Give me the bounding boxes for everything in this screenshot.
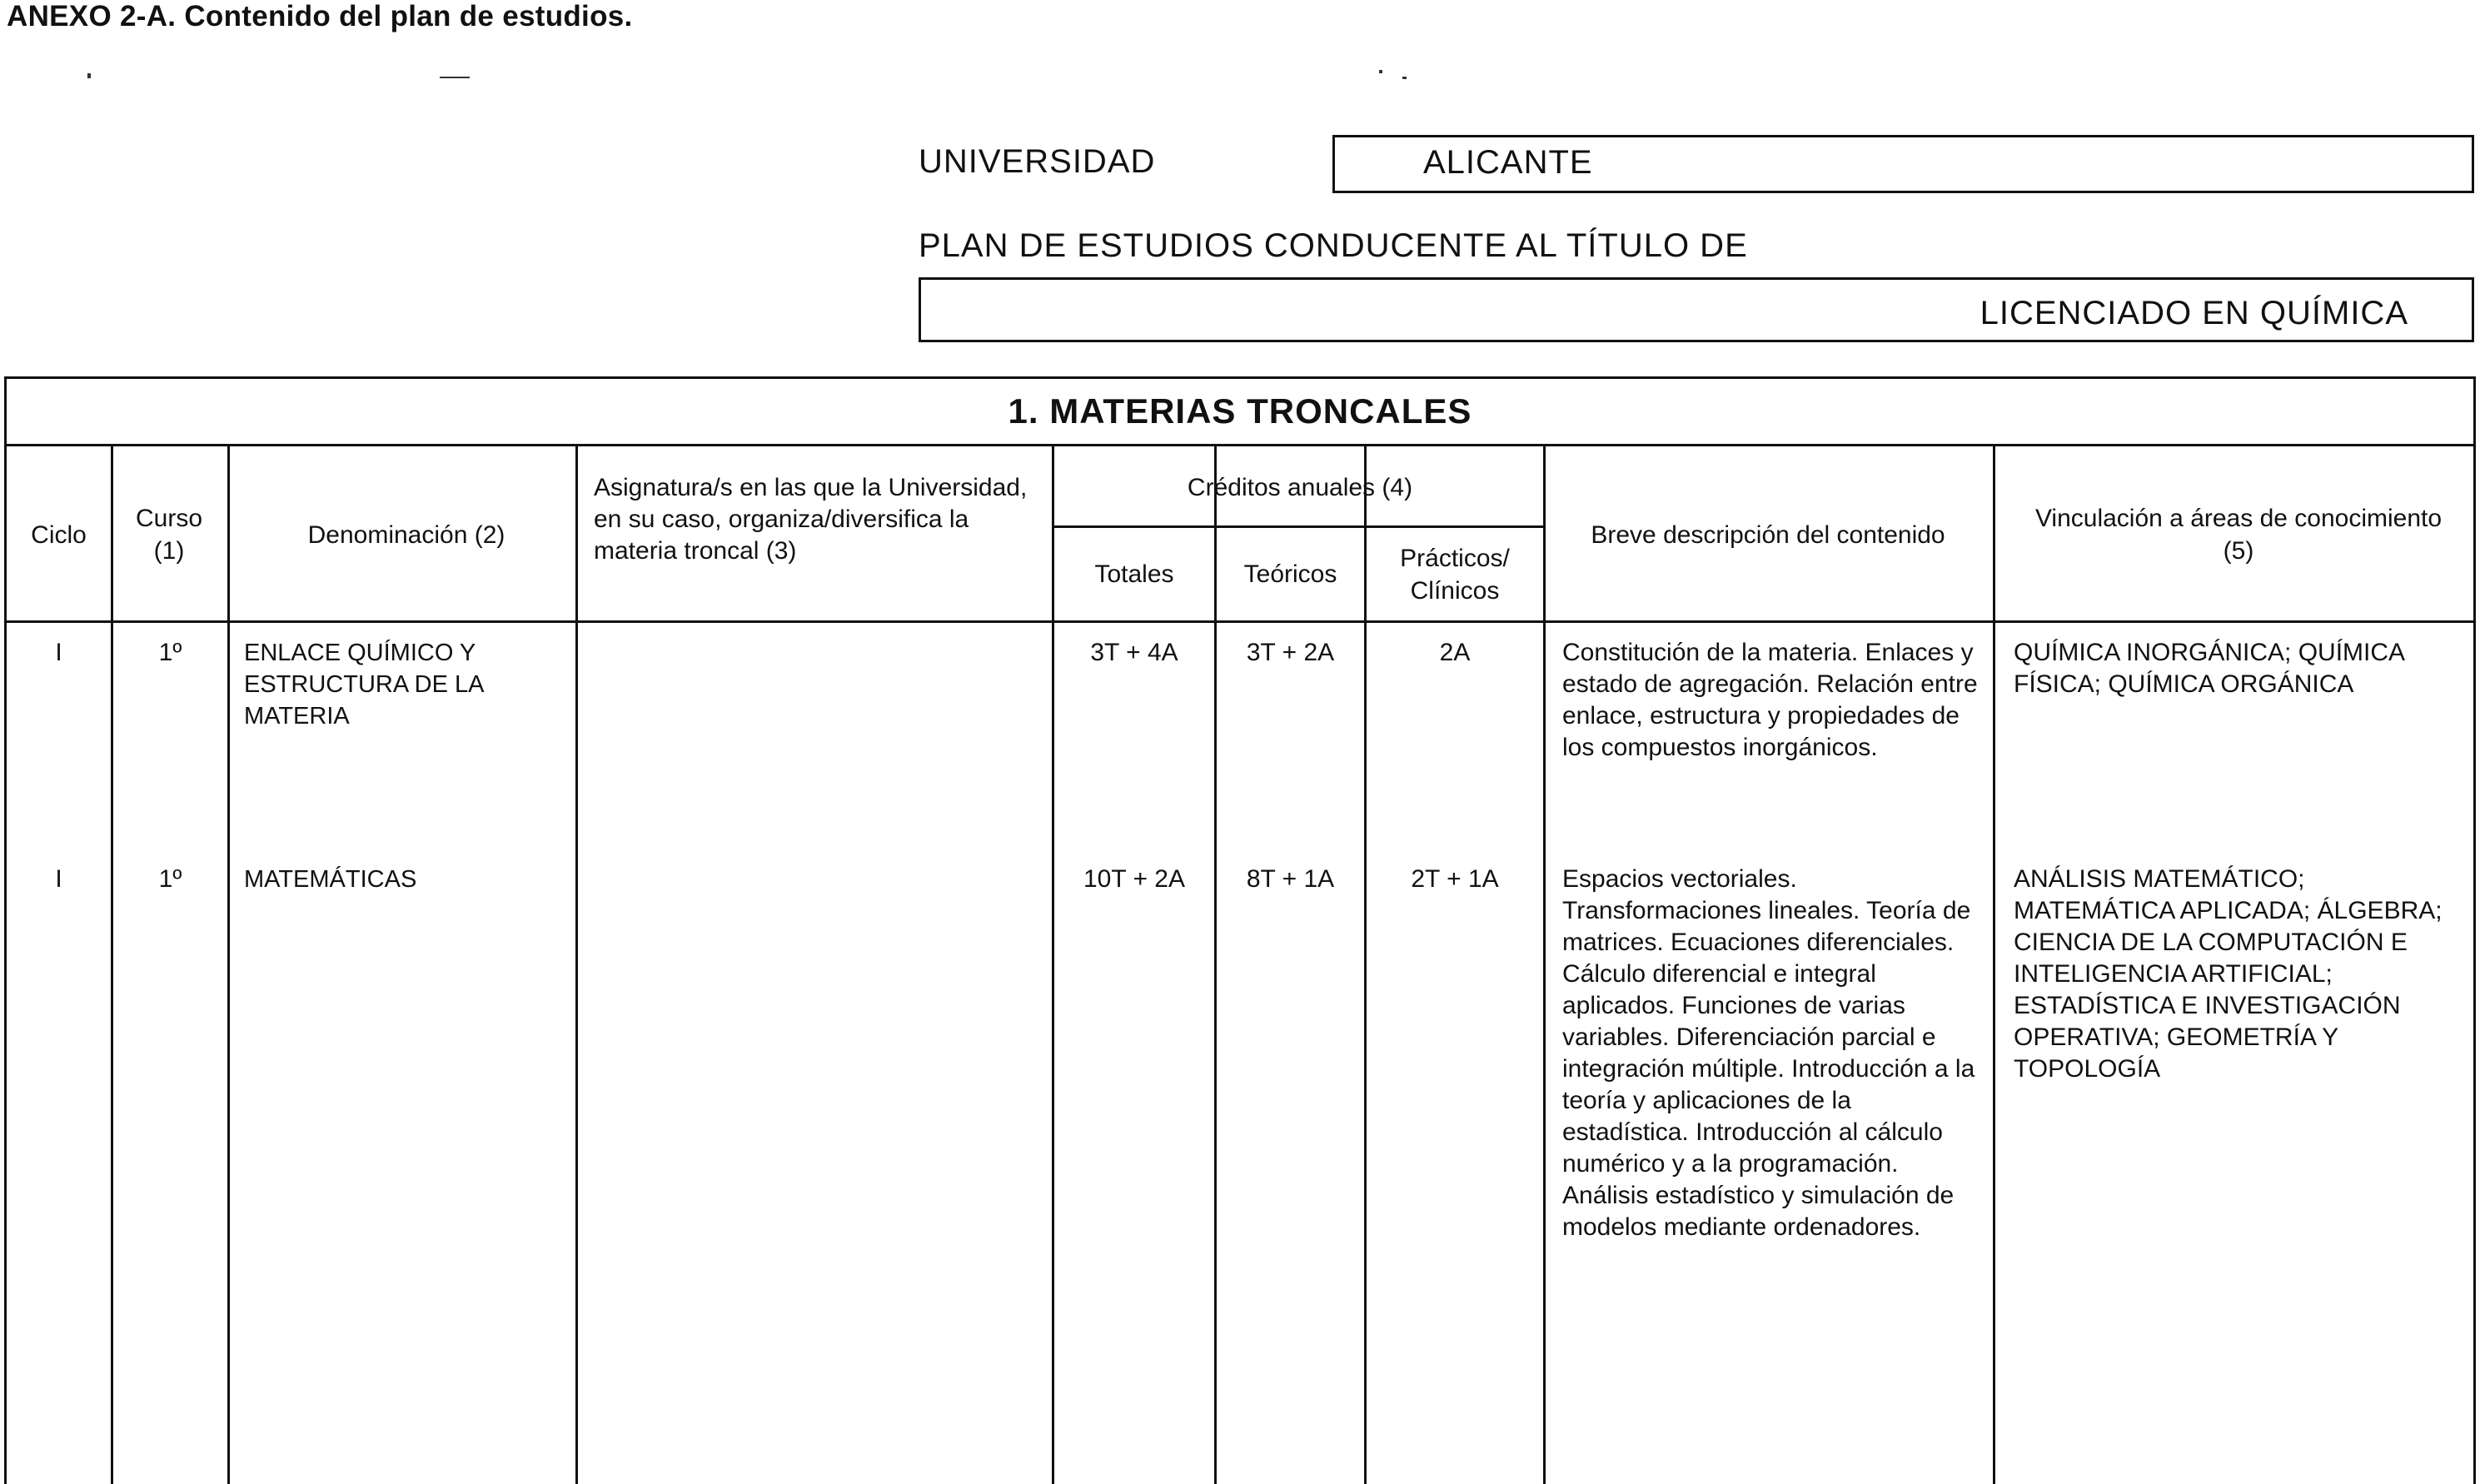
row1-practicos: 2A	[1439, 639, 1471, 666]
annex-title: ANEXO 2-A. Contenido del plan de estudios.	[7, 0, 633, 32]
header-descripcion: Breve descripción del contenido	[1591, 520, 1945, 549]
section-title: 1. MATERIAS TRONCALES	[7, 379, 2473, 446]
titulo-value: LICENCIADO EN QUÍMICA	[1980, 295, 2408, 331]
header-denominacion: Denominación (2)	[307, 520, 505, 549]
column-divider	[1543, 446, 1546, 1484]
header-bottom-line	[7, 620, 2473, 623]
row2-curso: 1º	[158, 865, 182, 893]
column-divider	[227, 446, 230, 1484]
header-ciclo: Ciclo	[31, 520, 87, 549]
materias-troncales-table	[4, 376, 2476, 1484]
universidad-value: ALICANTE	[1423, 144, 1593, 181]
row1-denominacion: ENLACE QUÍMICO Y ESTRUCTURA DE LA MATERIA	[244, 640, 483, 730]
column-divider	[1993, 446, 1995, 1484]
row1-ciclo: I	[55, 639, 62, 666]
column-divider	[111, 446, 113, 1484]
row2-totales: 10T + 2A	[1083, 865, 1186, 893]
header-vinculacion: Vinculación a áreas de conocimiento (5)	[2034, 505, 2443, 565]
row2-teoricos: 8T + 1A	[1246, 865, 1335, 893]
universidad-label: UNIVERSIDAD	[919, 143, 1156, 180]
header-creditos-anuales: Créditos anuales (4)	[1187, 473, 1413, 501]
row2-denominacion: MATEMÁTICAS	[244, 866, 417, 893]
header-curso: Curso (1)	[135, 505, 203, 565]
header-practicos: Prácticos/ Clínicos	[1400, 544, 1510, 605]
titulo-box	[919, 277, 2474, 342]
row1-totales: 3T + 4A	[1090, 639, 1178, 666]
row1-vinculacion: QUÍMICA INORGÁNICA; QUÍMICA FÍSICA; QUÍMICA ORGÁNICA	[2014, 639, 2404, 698]
header-asignaturas: Asignatura/s en las que la Universidad, en su caso, organiza/diversifica la materia troncal (3)	[594, 474, 1028, 565]
universidad-box	[1332, 135, 2474, 193]
row2-ciclo: I	[55, 865, 62, 893]
row1-teoricos: 3T + 2A	[1246, 639, 1335, 666]
row1-curso: 1º	[158, 639, 182, 666]
plan-label: PLAN DE ESTUDIOS CONDUCENTE AL TÍTULO DE	[919, 227, 1748, 264]
header-teoricos: Teóricos	[1243, 560, 1337, 588]
column-divider	[575, 446, 578, 1484]
row2-vinculacion: ANÁLISIS MATEMÁTICO; MATEMÁTICA APLICADA; ÁLGEBRA; CIENCIA DE LA COMPUTACIÓN E INTELIGENCIA ARTIFICIAL; ESTADÍSTICA E INVESTIGACIÓN OPERATIVA; GEOMETRÍA Y TOPOLOGÍA	[2014, 865, 2443, 1083]
header-totales: Totales	[1094, 560, 1174, 588]
row2-descripcion: Espacios vectoriales. Transformaciones lineales. Teoría de matrices. Ecuaciones diferenciales. Cálculo diferencial e integral aplicados. Funciones de varias variables. Diferenciación parcial e integración múltiple. Introducción a la teoría y aplicaciones de la estadística. Introducción al cálculo numérico y a la programación. Análisis estadístico y simulación de modelos mediante ordenadores.	[1562, 865, 1975, 1241]
row1-descripcion: Constitución de la materia. Enlaces y estado de agregación. Relación entre enlace, estructura y propiedades de los compuestos inorgánicos.	[1562, 639, 1978, 761]
row2-practicos: 2T + 1A	[1411, 865, 1499, 893]
